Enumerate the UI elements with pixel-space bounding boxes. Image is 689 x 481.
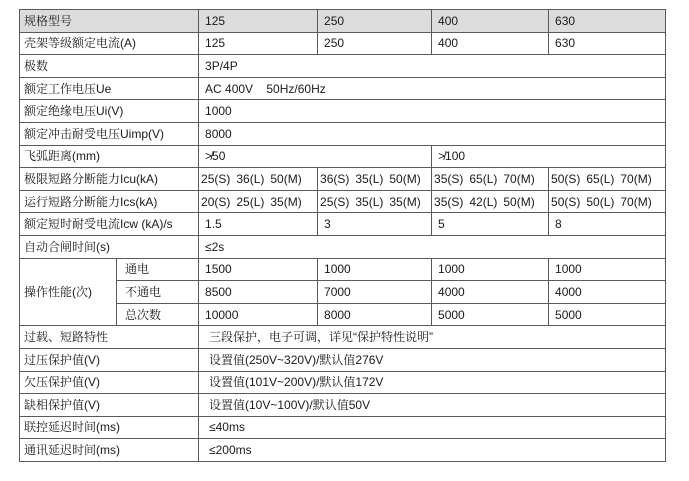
table-cell: 三段保护，电子可调，详见“保护特性说明”: [199, 326, 666, 349]
table-cell: 250: [318, 32, 432, 55]
cell-value: 35(L): [355, 194, 384, 209]
sub-row-label: 不通电: [117, 281, 199, 304]
cell-value: 70(M): [620, 194, 652, 209]
table-row: [20, 394, 666, 417]
cell-value: 35(S): [434, 194, 464, 209]
table-cell: 设置值(250V~320V)/默认值276V: [199, 348, 666, 371]
cell-value: 36(L): [236, 171, 265, 186]
table-cell: [432, 168, 549, 191]
table-cell: 8: [549, 213, 666, 236]
table-cell: 630: [549, 32, 666, 55]
cell-value: 65(L): [586, 171, 615, 186]
cell-value: 35(M): [270, 194, 302, 209]
table-cell: 3P/4P: [199, 55, 666, 78]
table-cell: 设置值(101V~200V)/默认值172V: [199, 371, 666, 394]
table-cell: 7000: [318, 281, 432, 304]
table-row: [20, 281, 666, 304]
table-row: [20, 168, 666, 191]
row-label: 过压保护值(V): [20, 348, 199, 371]
table-cell: 1500: [199, 258, 318, 281]
row-label: 联控延迟时间(ms): [20, 416, 199, 439]
table-row: [20, 439, 666, 462]
cell-value: 50(M): [270, 171, 302, 186]
table-row: [20, 326, 666, 349]
table-row: [20, 303, 666, 326]
cell-value: 50(L): [586, 194, 615, 209]
cell-value: 50(S): [551, 171, 581, 186]
table-cell: 125: [199, 32, 318, 55]
table-cell: 1.5: [199, 213, 318, 236]
table-cell: ≯100: [432, 145, 666, 168]
cell-value: 36(S): [320, 171, 350, 186]
header-cell: 630: [549, 10, 666, 33]
row-label: 自动合闸时间(s): [20, 235, 199, 258]
row-label: 极限短路分断能力Icu(kA): [20, 168, 199, 191]
table-cell: 设置值(10V~100V)/默认值50V: [199, 394, 666, 417]
table-cell: ≤200ms: [199, 439, 666, 462]
row-label: 额定冲击耐受电压Uimp(V): [20, 122, 199, 145]
table-cell: 10000: [199, 303, 318, 326]
row-label: 额定绝缘电压Ui(V): [20, 100, 199, 123]
cell-value: 65(L): [469, 171, 498, 186]
cell-value: 25(L): [236, 194, 265, 209]
row-label: 操作性能(次): [20, 258, 117, 326]
table-row: [20, 32, 666, 55]
header-label: 规格型号: [20, 10, 199, 33]
table-cell: 4000: [549, 281, 666, 304]
table-cell: 1000: [318, 258, 432, 281]
table-cell: ≯50: [199, 145, 432, 168]
table-cell: AC 400V 50Hz/60Hz: [199, 77, 666, 100]
spec-table: [19, 9, 666, 462]
header-cell: 125: [199, 10, 318, 33]
table-cell: [432, 190, 549, 213]
table-cell: [318, 190, 432, 213]
row-label: 通讯延迟时间(ms): [20, 439, 199, 462]
cell-value: 35(S): [434, 171, 464, 186]
table-cell: [549, 190, 666, 213]
table-cell: 1000: [432, 258, 549, 281]
table-cell: 1000: [549, 258, 666, 281]
row-label: 过载、短路特性: [20, 326, 199, 349]
row-label: 壳架等级额定电流(A): [20, 32, 199, 55]
cell-value: 42(L): [469, 194, 498, 209]
cell-value: 25(S): [201, 171, 231, 186]
table-cell: 8500: [199, 281, 318, 304]
table-cell: 5000: [549, 303, 666, 326]
table-row: [20, 348, 666, 371]
table-cell: ≤40ms: [199, 416, 666, 439]
cell-value: 50(S): [551, 194, 581, 209]
table-row: [20, 416, 666, 439]
table-cell: [318, 168, 432, 191]
table-cell: 8000: [199, 122, 666, 145]
cell-value: 50(M): [389, 171, 421, 186]
cell-value: 35(M): [389, 194, 421, 209]
table-cell: 4000: [432, 281, 549, 304]
table-cell: [549, 168, 666, 191]
table-cell: 8000: [318, 303, 432, 326]
sub-row-label: 总次数: [117, 303, 199, 326]
table-row: [20, 213, 666, 236]
table-row: [20, 77, 666, 100]
table-cell: 3: [318, 213, 432, 236]
table-row: [20, 258, 666, 281]
table-cell: [199, 168, 318, 191]
table-row: [20, 55, 666, 78]
table-cell: 5: [432, 213, 549, 236]
table-row: [20, 190, 666, 213]
table-cell: [199, 190, 318, 213]
row-label: 额定短时耐受电流Icw (kA)/s: [20, 213, 199, 236]
row-label: 运行短路分断能力Ics(kA): [20, 190, 199, 213]
table-cell: 5000: [432, 303, 549, 326]
table-row: [20, 145, 666, 168]
sub-row-label: 通电: [117, 258, 199, 281]
table-cell: ≤2s: [199, 235, 666, 258]
table-header-row: [20, 10, 666, 33]
table-row: [20, 235, 666, 258]
table-cell: 1000: [199, 100, 666, 123]
row-label: 缺相保护值(V): [20, 394, 199, 417]
row-label: 极数: [20, 55, 199, 78]
cell-value: 70(M): [503, 171, 535, 186]
row-label: 飞弧距离(mm): [20, 145, 199, 168]
cell-value: 25(S): [320, 194, 350, 209]
cell-value: 50(M): [503, 194, 535, 209]
table-cell: 400: [432, 32, 549, 55]
cell-value: 20(S): [201, 194, 231, 209]
cell-value: 70(M): [620, 171, 652, 186]
table-row: [20, 122, 666, 145]
row-label: 额定工作电压Ue: [20, 77, 199, 100]
cell-value: 35(L): [355, 171, 384, 186]
header-cell: 250: [318, 10, 432, 33]
table-row: [20, 100, 666, 123]
row-label: 欠压保护值(V): [20, 371, 199, 394]
header-cell: 400: [432, 10, 549, 33]
table-row: [20, 371, 666, 394]
